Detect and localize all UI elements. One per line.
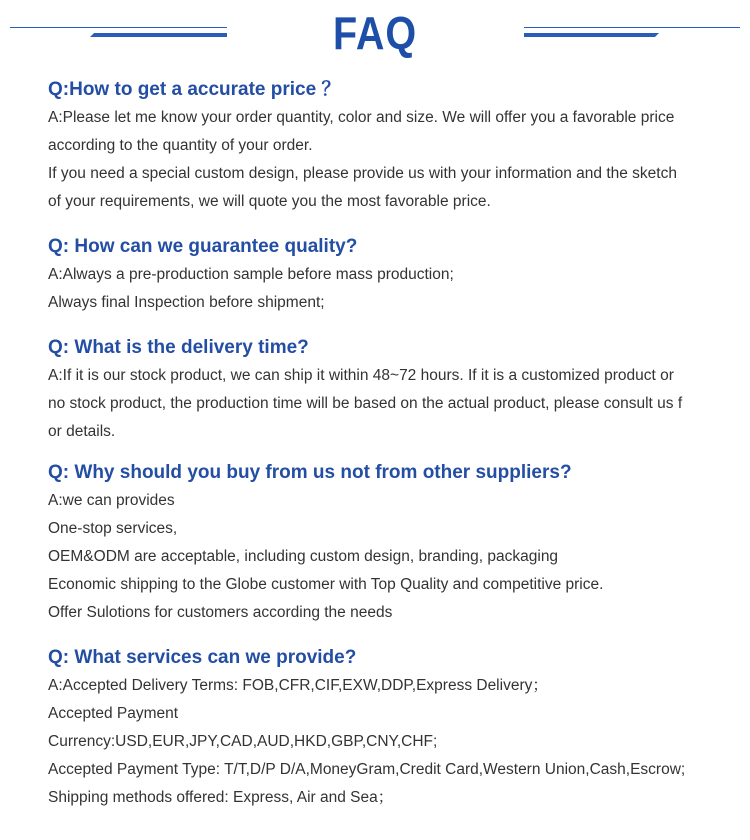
faq-item-services [48,644,728,812]
faq-answer-line: A:we can provides [48,492,175,509]
faq-question: Q:How to get a accurate price ？ [48,79,341,100]
faq-answer-line: no stock product, the production time will be based on the actual product, please consult us f [48,395,683,412]
faq-answer-line: of your requirements, we will quote you the most favorable price. [48,193,491,210]
faq-answer-line: A:If it is our stock product, we can ship it within 48~72 hours. If it is a customized product or [48,367,674,384]
faq-header [0,0,750,70]
faq-answer-line: A:Always a pre-production sample before mass production; [48,266,454,283]
faq-question: Q: Why should you buy from us not from other suppliers? [48,462,572,483]
faq-answer-line: Always final Inspection before shipment; [48,294,325,311]
faq-answer-line: or details. [48,423,116,440]
faq-answer-line: OEM&ODM are acceptable, including custom design, branding, packaging [48,548,559,565]
faq-answer-line: A:Please let me know your order quantity, color and size. We will offer you a favorable price [48,109,675,126]
faq-answer-line: Accepted Payment [48,705,179,722]
faq-answer-line: according to the quantity of your order. [48,137,313,154]
faq-question: Q: How can we guarantee quality? [48,236,358,257]
faq-answer-line: Accepted Payment Type: T/T,D/P D/A,MoneyGram,Credit Card,Western Union,Cash,Escrow; [48,761,686,778]
faq-item-price [48,76,728,216]
faq-item-delivery [48,334,728,446]
faq-answer-line: A:Accepted Delivery Terms: FOB,CFR,CIF,EXW,DDP,Express Delivery； [48,677,548,694]
faq-answer-line: Offer Sulotions for customers according the needs [48,604,393,621]
faq-list [48,76,728,812]
faq-item-quality [48,233,728,317]
page-title: FAQ [333,7,417,59]
faq-answer-line: One-stop services, [48,520,178,537]
faq-question: Q: What is the delivery time? [48,337,309,358]
faq-answer-line: If you need a special custom design, please provide us with your information and the sketch [48,165,677,182]
faq-answer-line: Economic shipping to the Globe customer with Top Quality and competitive price. [48,576,604,593]
faq-answer-line: Currency:USD,EUR,JPY,CAD,AUD,HKD,GBP,CNY,CHF; [48,733,438,750]
faq-item-why-us [48,459,728,627]
right-divider-thick [524,33,659,37]
faq-answer-line: Shipping methods offered: Express, Air and Sea； [48,789,394,806]
right-divider-thin [524,27,740,28]
faq-question: Q: What services can we provide? [48,647,357,668]
